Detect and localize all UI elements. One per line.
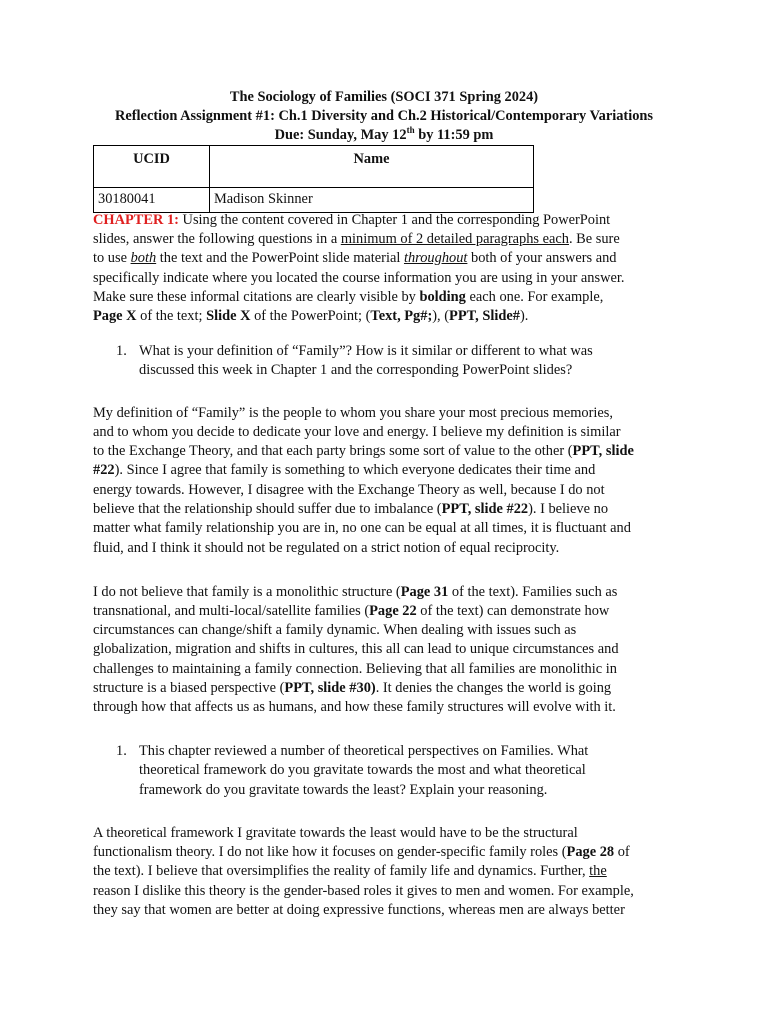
assignment-subtitle: Reflection Assignment #1: Ch.1 Diversity and Ch.2 Historical/Contemporary Variations xyxy=(114,108,654,124)
table-header-row xyxy=(94,146,534,188)
due-date: Due: Sunday, May 12th by 11:59 pm xyxy=(274,125,494,143)
student-info-table xyxy=(93,145,534,213)
name-header: Name xyxy=(210,146,534,188)
list-number: 1. xyxy=(116,743,127,759)
name-value: Madison Skinner xyxy=(210,188,534,213)
table-row xyxy=(94,188,534,213)
ucid-header: UCID xyxy=(94,146,210,188)
ucid-value: 30180041 xyxy=(94,188,210,213)
document-title: The Sociology of Families (SOCI 371 Spring 2024) xyxy=(229,89,539,105)
document-page: The Sociology of Families (SOCI 371 Spring 2024) Reflection Assignment #1: Ch.1 Diversity and Ch.2 Historical/Contemporary Variations Due: Sunday, May 12th by 11:59 pm UCID Name 30180041 Madison Skinner CHAPTER 1: Using the content covered in Chapter 1 and the corresponding PowerPoint slides, answer the following questions in a minimum of 2 detailed paragraphs each. Be sure to use both the text and the PowerPoint slide material throughout both of your answers and specifically indicate where you located the course information you are using in your answer. Make sure these informal citations are clearly visible by bolding each one. For example, Page X of the text; Slide X of the PowerPoint; (Text, Pg#;), (PPT, Slide#). 1. What is your definition of “Family”? How is it similar or different to what was discussed this week in Chapter 1 and the corresponding PowerPoint slides? My definition of “Family” is the people to whom you share your most precious memories, and to whom you decide to dedicate your love and energy. I believe my definition is similar to the Exchange Theory, and that each party brings some sort of value to the other (PPT, slide #22). Since I agree that family is something to which everyone dedicates their time and energy towards. However, I disagree with the Exchange Theory as well, because I do not believe that the relationship should suffer due to imbalance (PPT, slide #22). I believe no matter what family relationship you are in, no one can be equal at all times, it is fluctuant and fluid, and I think it should not be regulated on a strict notion of equal reciprocity. I do not believe that family is a monolithic structure (Page 31 of the text). Families such as transnational, and multi-local/satellite families (Page 22 of the text) can demonstrate how circumstances can change/shift a family dynamic. When dealing with issues such as globalization, migration and shifts in cultures, this all can lead to unique circumstances and challenges to maintaining a family connection. Believing that all families are monolithic in structure is a biased perspective (PPT, slide #30). It denies the changes the world is going through how that affects us as humans, and how these family structures will evolve with it. 1. This chapter reviewed a number of theoretical perspectives on Families. What theoretical framework do you gravitate towards the most and what theoretical framework do you gravitate towards the least? Explain your reasoning. A theoretical framework I gravitate towards the least would have to be the structural functionalism theory. I do not like how it focuses on gender-specific family roles (Page 28 of the text). I believe that oversimplifies the reality of family life and dynamics. Further, the reason I dislike this theory is the gender-based roles it gives to men and women. For example, they say that women are better at doing expressive functions, whereas men are always better xyxy=(0,0,768,1024)
list-number: 1. xyxy=(116,343,127,359)
chapter-label: CHAPTER 1: xyxy=(93,212,179,228)
